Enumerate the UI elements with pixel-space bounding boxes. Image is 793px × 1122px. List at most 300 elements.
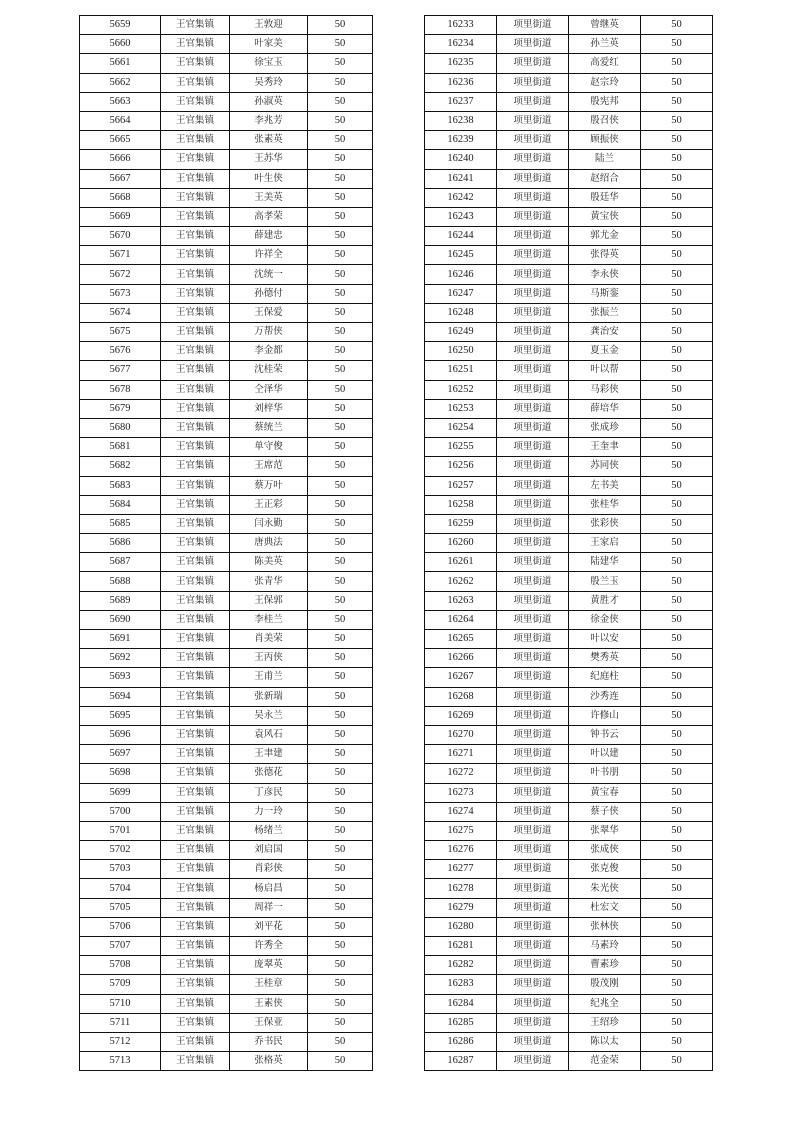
name-cell: 陈以太	[569, 1032, 641, 1051]
amount-cell: 50	[641, 265, 713, 284]
table-row	[80, 418, 373, 437]
id-cell: 5704	[80, 879, 161, 898]
name-cell: 叶书朋	[569, 764, 641, 783]
name-cell: 许修山	[569, 706, 641, 725]
id-cell: 16265	[425, 630, 497, 649]
name-cell: 徐金侠	[569, 610, 641, 629]
town-cell: 项里街道	[497, 207, 569, 226]
town-cell: 项里街道	[497, 246, 569, 265]
amount-cell: 50	[308, 764, 373, 783]
name-cell: 蔡子侠	[569, 802, 641, 821]
amount-cell: 50	[641, 956, 713, 975]
table-row	[425, 207, 713, 226]
amount-cell: 50	[308, 111, 373, 130]
name-cell: 庞翠英	[230, 956, 308, 975]
table-row	[425, 821, 713, 840]
name-cell: 杜宏文	[569, 898, 641, 917]
town-cell: 王官集镇	[161, 16, 230, 35]
town-cell: 项里街道	[497, 706, 569, 725]
amount-cell: 50	[308, 399, 373, 418]
id-cell: 16244	[425, 227, 497, 246]
name-cell: 袁风石	[230, 725, 308, 744]
id-cell: 5660	[80, 35, 161, 54]
name-cell: 王绍珍	[569, 1013, 641, 1032]
town-cell: 项里街道	[497, 54, 569, 73]
amount-cell: 50	[641, 687, 713, 706]
name-cell: 吴永兰	[230, 706, 308, 725]
amount-cell: 50	[308, 246, 373, 265]
id-cell: 5711	[80, 1013, 161, 1032]
name-cell: 肖美荣	[230, 630, 308, 649]
id-cell: 5688	[80, 572, 161, 591]
id-cell: 16279	[425, 898, 497, 917]
id-cell: 16255	[425, 438, 497, 457]
town-cell: 王官集镇	[161, 860, 230, 879]
town-cell: 王官集镇	[161, 418, 230, 437]
table-row	[425, 917, 713, 936]
id-cell: 16262	[425, 572, 497, 591]
table-row	[425, 438, 713, 457]
name-cell: 张成珍	[569, 418, 641, 437]
table-row	[425, 361, 713, 380]
id-cell: 16236	[425, 73, 497, 92]
name-cell: 王保亚	[230, 1013, 308, 1032]
id-cell: 16256	[425, 457, 497, 476]
table-row	[80, 303, 373, 322]
table-row	[425, 937, 713, 956]
id-cell: 5686	[80, 534, 161, 553]
amount-cell: 50	[641, 323, 713, 342]
id-cell: 5676	[80, 342, 161, 361]
id-cell: 16267	[425, 668, 497, 687]
name-cell: 唐典法	[230, 534, 308, 553]
town-cell: 王官集镇	[161, 227, 230, 246]
town-cell: 王官集镇	[161, 54, 230, 73]
table-row	[425, 802, 713, 821]
town-cell: 项里街道	[497, 131, 569, 150]
amount-cell: 50	[641, 1013, 713, 1032]
town-cell: 项里街道	[497, 860, 569, 879]
right-table	[424, 15, 713, 1071]
name-cell: 殷宪邦	[569, 92, 641, 111]
name-cell: 沙秀连	[569, 687, 641, 706]
name-cell: 李永侠	[569, 265, 641, 284]
id-cell: 16258	[425, 495, 497, 514]
town-cell: 王官集镇	[161, 476, 230, 495]
amount-cell: 50	[308, 188, 373, 207]
name-cell: 李兆芳	[230, 111, 308, 130]
town-cell: 王官集镇	[161, 898, 230, 917]
amount-cell: 50	[641, 514, 713, 533]
amount-cell: 50	[308, 169, 373, 188]
amount-cell: 50	[641, 610, 713, 629]
town-cell: 王官集镇	[161, 745, 230, 764]
town-cell: 项里街道	[497, 1013, 569, 1032]
town-cell: 王官集镇	[161, 111, 230, 130]
name-cell: 王保爱	[230, 303, 308, 322]
amount-cell: 50	[308, 1013, 373, 1032]
id-cell: 16263	[425, 591, 497, 610]
town-cell: 王官集镇	[161, 687, 230, 706]
amount-cell: 50	[641, 668, 713, 687]
name-cell: 叶以安	[569, 630, 641, 649]
amount-cell: 50	[641, 361, 713, 380]
town-cell: 王官集镇	[161, 937, 230, 956]
town-cell: 王官集镇	[161, 438, 230, 457]
table-row	[425, 265, 713, 284]
town-cell: 项里街道	[497, 917, 569, 936]
id-cell: 16238	[425, 111, 497, 130]
id-cell: 16277	[425, 860, 497, 879]
amount-cell: 50	[308, 342, 373, 361]
table-row	[80, 668, 373, 687]
amount-cell: 50	[308, 745, 373, 764]
amount-cell: 50	[308, 380, 373, 399]
town-cell: 项里街道	[497, 111, 569, 130]
id-cell: 16284	[425, 994, 497, 1013]
name-cell: 黄宝春	[569, 783, 641, 802]
id-cell: 5665	[80, 131, 161, 150]
amount-cell: 50	[641, 207, 713, 226]
amount-cell: 50	[308, 131, 373, 150]
name-cell: 曾继英	[569, 16, 641, 35]
id-cell: 5664	[80, 111, 161, 130]
name-cell: 张彩侠	[569, 514, 641, 533]
town-cell: 项里街道	[497, 745, 569, 764]
amount-cell: 50	[308, 668, 373, 687]
table-row	[80, 54, 373, 73]
town-cell: 王官集镇	[161, 457, 230, 476]
amount-cell: 50	[308, 284, 373, 303]
table-row	[425, 246, 713, 265]
name-cell: 薛建忠	[230, 227, 308, 246]
name-cell: 张得英	[569, 246, 641, 265]
table-row	[80, 476, 373, 495]
name-cell: 纪兆全	[569, 994, 641, 1013]
table-row	[80, 227, 373, 246]
name-cell: 周祥一	[230, 898, 308, 917]
town-cell: 王官集镇	[161, 35, 230, 54]
town-cell: 王官集镇	[161, 706, 230, 725]
town-cell: 项里街道	[497, 553, 569, 572]
name-cell: 叶家美	[230, 35, 308, 54]
name-cell: 张振兰	[569, 303, 641, 322]
amount-cell: 50	[308, 16, 373, 35]
id-cell: 16278	[425, 879, 497, 898]
table-row	[425, 725, 713, 744]
name-cell: 陆建华	[569, 553, 641, 572]
town-cell: 项里街道	[497, 92, 569, 111]
table-row	[425, 131, 713, 150]
amount-cell: 50	[308, 54, 373, 73]
id-cell: 5680	[80, 418, 161, 437]
table-row	[80, 1052, 373, 1071]
name-cell: 王桂章	[230, 975, 308, 994]
town-cell: 项里街道	[497, 514, 569, 533]
id-cell: 16264	[425, 610, 497, 629]
id-cell: 5707	[80, 937, 161, 956]
name-cell: 王正彩	[230, 495, 308, 514]
id-cell: 5709	[80, 975, 161, 994]
town-cell: 王官集镇	[161, 668, 230, 687]
name-cell: 薛培华	[569, 399, 641, 418]
amount-cell: 50	[308, 303, 373, 322]
table-row	[80, 207, 373, 226]
table-row	[80, 821, 373, 840]
amount-cell: 50	[641, 457, 713, 476]
name-cell: 万帮侠	[230, 323, 308, 342]
name-cell: 沈统一	[230, 265, 308, 284]
id-cell: 5679	[80, 399, 161, 418]
id-cell: 16251	[425, 361, 497, 380]
amount-cell: 50	[641, 572, 713, 591]
id-cell: 5710	[80, 994, 161, 1013]
table-row	[425, 630, 713, 649]
table-row	[80, 16, 373, 35]
id-cell: 16242	[425, 188, 497, 207]
name-cell: 徐宝玉	[230, 54, 308, 73]
amount-cell: 50	[641, 706, 713, 725]
table-row	[425, 898, 713, 917]
id-cell: 5666	[80, 150, 161, 169]
name-cell: 力一玲	[230, 802, 308, 821]
town-cell: 王官集镇	[161, 150, 230, 169]
town-cell: 项里街道	[497, 630, 569, 649]
id-cell: 16287	[425, 1052, 497, 1071]
name-cell: 王丙侠	[230, 649, 308, 668]
id-cell: 16271	[425, 745, 497, 764]
name-cell: 顾振侠	[569, 131, 641, 150]
id-cell: 5691	[80, 630, 161, 649]
table-row	[425, 418, 713, 437]
name-cell: 叶以建	[569, 745, 641, 764]
table-row	[80, 514, 373, 533]
name-cell: 夏玉金	[569, 342, 641, 361]
id-cell: 16286	[425, 1032, 497, 1051]
amount-cell: 50	[641, 73, 713, 92]
town-cell: 项里街道	[497, 399, 569, 418]
amount-cell: 50	[308, 150, 373, 169]
table-row	[425, 111, 713, 130]
table-row	[80, 284, 373, 303]
amount-cell: 50	[308, 207, 373, 226]
amount-cell: 50	[308, 898, 373, 917]
table-row	[425, 649, 713, 668]
table-row	[80, 111, 373, 130]
table-row	[80, 841, 373, 860]
town-cell: 项里街道	[497, 610, 569, 629]
town-cell: 项里街道	[497, 898, 569, 917]
town-cell: 项里街道	[497, 1032, 569, 1051]
table-row	[80, 975, 373, 994]
id-cell: 16248	[425, 303, 497, 322]
amount-cell: 50	[641, 188, 713, 207]
town-cell: 王官集镇	[161, 630, 230, 649]
town-cell: 项里街道	[497, 380, 569, 399]
name-cell: 苏同侠	[569, 457, 641, 476]
id-cell: 5698	[80, 764, 161, 783]
name-cell: 高爱红	[569, 54, 641, 73]
id-cell: 16282	[425, 956, 497, 975]
id-cell: 5689	[80, 591, 161, 610]
amount-cell: 50	[308, 514, 373, 533]
table-row	[425, 92, 713, 111]
id-cell: 16283	[425, 975, 497, 994]
town-cell: 王官集镇	[161, 1013, 230, 1032]
name-cell: 殷召侠	[569, 111, 641, 130]
amount-cell: 50	[308, 994, 373, 1013]
table-row	[80, 553, 373, 572]
town-cell: 项里街道	[497, 495, 569, 514]
town-cell: 项里街道	[497, 994, 569, 1013]
amount-cell: 50	[308, 361, 373, 380]
town-cell: 项里街道	[497, 457, 569, 476]
table-row	[80, 706, 373, 725]
amount-cell: 50	[641, 227, 713, 246]
table-row	[80, 35, 373, 54]
table-row	[80, 92, 373, 111]
town-cell: 项里街道	[497, 265, 569, 284]
table-row	[425, 783, 713, 802]
table-row	[425, 457, 713, 476]
id-cell: 5713	[80, 1052, 161, 1071]
town-cell: 项里街道	[497, 1052, 569, 1071]
town-cell: 项里街道	[497, 418, 569, 437]
amount-cell: 50	[641, 92, 713, 111]
amount-cell: 50	[308, 495, 373, 514]
name-cell: 刘启国	[230, 841, 308, 860]
amount-cell: 50	[308, 879, 373, 898]
id-cell: 16261	[425, 553, 497, 572]
table-row	[425, 1032, 713, 1051]
town-cell: 项里街道	[497, 841, 569, 860]
table-row	[80, 956, 373, 975]
table-row	[425, 764, 713, 783]
amount-cell: 50	[641, 438, 713, 457]
town-cell: 王官集镇	[161, 783, 230, 802]
town-cell: 项里街道	[497, 783, 569, 802]
id-cell: 5674	[80, 303, 161, 322]
table-row	[80, 630, 373, 649]
id-cell: 5673	[80, 284, 161, 303]
town-cell: 项里街道	[497, 438, 569, 457]
table-row	[80, 898, 373, 917]
table-row	[425, 73, 713, 92]
name-cell: 殷兰玉	[569, 572, 641, 591]
id-cell: 5682	[80, 457, 161, 476]
table-row	[425, 476, 713, 495]
amount-cell: 50	[308, 860, 373, 879]
table-row	[425, 975, 713, 994]
name-cell: 钟书云	[569, 725, 641, 744]
town-cell: 王官集镇	[161, 92, 230, 111]
amount-cell: 50	[641, 975, 713, 994]
table-row	[80, 457, 373, 476]
town-cell: 王官集镇	[161, 131, 230, 150]
name-cell: 叶以帮	[569, 361, 641, 380]
table-row	[80, 380, 373, 399]
id-cell: 5692	[80, 649, 161, 668]
id-cell: 5675	[80, 323, 161, 342]
amount-cell: 50	[641, 150, 713, 169]
town-cell: 项里街道	[497, 323, 569, 342]
amount-cell: 50	[641, 917, 713, 936]
id-cell: 5668	[80, 188, 161, 207]
name-cell: 张新瑞	[230, 687, 308, 706]
table-row	[80, 399, 373, 418]
table-row	[425, 495, 713, 514]
id-cell: 16260	[425, 534, 497, 553]
id-cell: 5705	[80, 898, 161, 917]
id-cell: 5687	[80, 553, 161, 572]
name-cell: 孙兰英	[569, 35, 641, 54]
id-cell: 5700	[80, 802, 161, 821]
table-row	[80, 860, 373, 879]
id-cell: 16246	[425, 265, 497, 284]
name-cell: 王保郭	[230, 591, 308, 610]
name-cell: 范金荣	[569, 1052, 641, 1071]
amount-cell: 50	[641, 994, 713, 1013]
id-cell: 16269	[425, 706, 497, 725]
id-cell: 5693	[80, 668, 161, 687]
name-cell: 刘平花	[230, 917, 308, 936]
table-row	[425, 1013, 713, 1032]
amount-cell: 50	[308, 92, 373, 111]
name-cell: 孙德付	[230, 284, 308, 303]
town-cell: 项里街道	[497, 572, 569, 591]
amount-cell: 50	[641, 534, 713, 553]
table-row	[425, 380, 713, 399]
town-cell: 王官集镇	[161, 169, 230, 188]
table-row	[80, 937, 373, 956]
name-cell: 许祥全	[230, 246, 308, 265]
amount-cell: 50	[308, 687, 373, 706]
table-row	[80, 73, 373, 92]
amount-cell: 50	[308, 649, 373, 668]
name-cell: 单守俊	[230, 438, 308, 457]
id-cell: 5677	[80, 361, 161, 380]
table-row	[80, 917, 373, 936]
town-cell: 项里街道	[497, 802, 569, 821]
id-cell: 16275	[425, 821, 497, 840]
id-cell: 5685	[80, 514, 161, 533]
amount-cell: 50	[308, 917, 373, 936]
table-row	[425, 16, 713, 35]
town-cell: 王官集镇	[161, 73, 230, 92]
table-row	[80, 591, 373, 610]
town-cell: 王官集镇	[161, 572, 230, 591]
table-row	[80, 1032, 373, 1051]
name-cell: 蔡统兰	[230, 418, 308, 437]
town-cell: 项里街道	[497, 35, 569, 54]
name-cell: 殷廷华	[569, 188, 641, 207]
id-cell: 5701	[80, 821, 161, 840]
name-cell: 许秀全	[230, 937, 308, 956]
name-cell: 张桂华	[569, 495, 641, 514]
amount-cell: 50	[641, 764, 713, 783]
amount-cell: 50	[641, 725, 713, 744]
town-cell: 项里街道	[497, 73, 569, 92]
town-cell: 项里街道	[497, 227, 569, 246]
amount-cell: 50	[308, 227, 373, 246]
town-cell: 王官集镇	[161, 265, 230, 284]
id-cell: 16257	[425, 476, 497, 495]
id-cell: 5678	[80, 380, 161, 399]
id-cell: 5699	[80, 783, 161, 802]
table-row	[425, 227, 713, 246]
id-cell: 16276	[425, 841, 497, 860]
town-cell: 项里街道	[497, 16, 569, 35]
